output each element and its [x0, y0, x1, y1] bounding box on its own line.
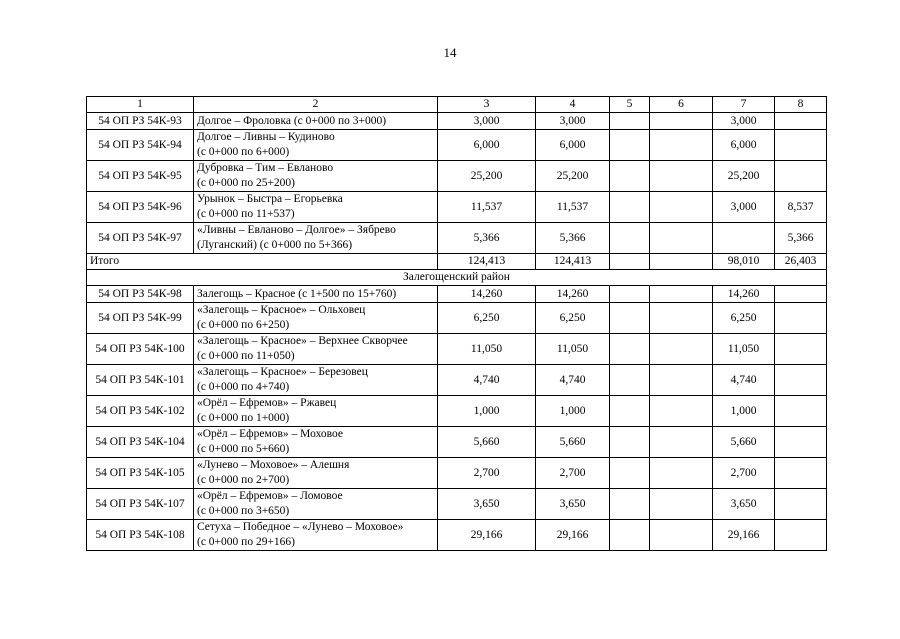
table-row — [87, 223, 827, 254]
road-name-cell — [194, 458, 438, 489]
value-cell-c4: 2,700 — [536, 458, 610, 489]
road-code-cell: 54 ОП РЗ 54К-107 — [87, 489, 194, 520]
road-name-line: (с 0+000 по 25+200) — [197, 177, 296, 189]
value-cell-c5 — [610, 286, 650, 303]
value-cell-c8 — [775, 458, 827, 489]
value-cell-c4: 11,050 — [536, 334, 610, 365]
value-cell-c5 — [610, 396, 650, 427]
road-name-cell — [194, 520, 438, 551]
road-name-line: «Орёл – Ефремов» – Ржавец — [197, 397, 337, 409]
value-cell-c8 — [775, 520, 827, 551]
value-cell-c5 — [610, 427, 650, 458]
value-cell-c5 — [610, 458, 650, 489]
table-row — [87, 113, 827, 130]
value-cell-c7: 3,650 — [713, 489, 775, 520]
road-name-line: (с 0+000 по 11+537) — [197, 208, 295, 220]
road-name-line: «Залегощь – Красное» – Верхнее Скворчее — [197, 335, 408, 347]
road-name-cell — [194, 334, 438, 365]
value-cell-c7: 2,700 — [713, 458, 775, 489]
road-name-line: «Орёл – Ефремов» – Моховое — [197, 428, 343, 440]
road-name-cell — [194, 489, 438, 520]
road-name-line: (с 0+000 по 6+250) — [197, 319, 290, 331]
value-cell-c7 — [713, 223, 775, 254]
total-label: Итого — [87, 254, 438, 270]
value-cell-c4: 6,000 — [536, 130, 610, 161]
road-code-cell: 54 ОП РЗ 54К-105 — [87, 458, 194, 489]
value-cell-c8 — [775, 396, 827, 427]
road-name-line: (с 0+000 по 11+050) — [197, 350, 295, 362]
value-cell-c3: 11,537 — [438, 192, 536, 223]
value-cell-c6 — [650, 286, 713, 303]
road-code-cell: 54 ОП РЗ 54К-101 — [87, 365, 194, 396]
total-value-c6 — [650, 254, 713, 270]
road-name-line: (с 0+000 по 3+650) — [197, 505, 290, 517]
column-number-row — [87, 97, 827, 113]
road-name-line: (с 0+000 по 1+000) — [197, 412, 290, 424]
table-row — [87, 161, 827, 192]
value-cell-c6 — [650, 427, 713, 458]
value-cell-c7: 6,000 — [713, 130, 775, 161]
value-cell-c8: 5,366 — [775, 223, 827, 254]
value-cell-c7: 14,260 — [713, 286, 775, 303]
road-name-line: (с 0+000 по 2+700) — [197, 474, 290, 486]
value-cell-c3: 6,000 — [438, 130, 536, 161]
road-code-cell: 54 ОП РЗ 54К-94 — [87, 130, 194, 161]
road-name-cell — [194, 130, 438, 161]
value-cell-c4: 29,166 — [536, 520, 610, 551]
district-row — [87, 270, 827, 286]
road-name-line: «Залегощь – Красное» – Ольховец — [197, 304, 366, 316]
road-code-cell: 54 ОП РЗ 54К-104 — [87, 427, 194, 458]
value-cell-c7: 1,000 — [713, 396, 775, 427]
road-name-cell — [194, 427, 438, 458]
value-cell-c6 — [650, 113, 713, 130]
value-cell-c5 — [610, 130, 650, 161]
road-code-cell: 54 ОП РЗ 54К-98 — [87, 286, 194, 303]
road-name-cell — [194, 396, 438, 427]
value-cell-c4: 1,000 — [536, 396, 610, 427]
value-cell-c4: 11,537 — [536, 192, 610, 223]
value-cell-c8 — [775, 130, 827, 161]
value-cell-c5 — [610, 161, 650, 192]
road-name-line: Урынок – Быстра – Егорьевка — [197, 193, 343, 205]
road-name-line: (с 0+000 по 5+660) — [197, 443, 290, 455]
value-cell-c3: 29,166 — [438, 520, 536, 551]
total-value-c8: 26,403 — [775, 254, 827, 270]
column-header: 5 — [610, 97, 650, 113]
value-cell-c5 — [610, 223, 650, 254]
value-cell-c7: 29,166 — [713, 520, 775, 551]
column-header: 7 — [713, 97, 775, 113]
road-name-cell — [194, 223, 438, 254]
value-cell-c4: 14,260 — [536, 286, 610, 303]
road-name-line: Сетуха – Победное – «Лунево – Моховое» — [197, 521, 404, 533]
value-cell-c7: 5,660 — [713, 427, 775, 458]
value-cell-c5 — [610, 489, 650, 520]
table-row — [87, 334, 827, 365]
road-name-line: Дубровка – Тим – Евланово — [197, 162, 334, 174]
road-name-cell — [194, 161, 438, 192]
road-code-cell: 54 ОП РЗ 54К-102 — [87, 396, 194, 427]
district-heading: Залегощенский район — [87, 270, 827, 286]
value-cell-c4: 3,650 — [536, 489, 610, 520]
column-header: 2 — [194, 97, 438, 113]
table-row — [87, 520, 827, 551]
road-code-cell: 54 ОП РЗ 54К-96 — [87, 192, 194, 223]
value-cell-c8 — [775, 334, 827, 365]
road-name-line: Долгое – Ливны – Кудиново — [197, 131, 335, 143]
total-value-c7: 98,010 — [713, 254, 775, 270]
table-row — [87, 303, 827, 334]
value-cell-c7: 3,000 — [713, 192, 775, 223]
road-name-line: (с 0+000 по 6+000) — [197, 146, 290, 158]
road-code-cell: 54 ОП РЗ 54К-99 — [87, 303, 194, 334]
page-number: 14 — [443, 45, 457, 60]
value-cell-c6 — [650, 130, 713, 161]
value-cell-c3: 2,700 — [438, 458, 536, 489]
value-cell-c4: 5,660 — [536, 427, 610, 458]
road-code-cell: 54 ОП РЗ 54К-93 — [87, 113, 194, 130]
column-header: 1 — [87, 97, 194, 113]
value-cell-c4: 4,740 — [536, 365, 610, 396]
table-row — [87, 365, 827, 396]
value-cell-c6 — [650, 489, 713, 520]
value-cell-c3: 14,260 — [438, 286, 536, 303]
value-cell-c4: 6,250 — [536, 303, 610, 334]
road-name-line: «Лунево – Моховое» – Алешня — [197, 459, 350, 471]
value-cell-c8 — [775, 113, 827, 130]
road-name-line: «Ливны – Евланово – Долгое» – Зябрево — [197, 224, 396, 236]
value-cell-c3: 6,250 — [438, 303, 536, 334]
road-name-cell — [194, 365, 438, 396]
column-header: 4 — [536, 97, 610, 113]
value-cell-c3: 5,660 — [438, 427, 536, 458]
value-cell-c3: 1,000 — [438, 396, 536, 427]
value-cell-c7: 3,000 — [713, 113, 775, 130]
road-table — [86, 96, 827, 551]
total-value-c5 — [610, 254, 650, 270]
value-cell-c5 — [610, 192, 650, 223]
road-name-line: (Луганский) (с 0+000 по 5+366) — [197, 239, 353, 251]
column-header: 6 — [650, 97, 713, 113]
table-row — [87, 427, 827, 458]
value-cell-c6 — [650, 223, 713, 254]
value-cell-c6 — [650, 161, 713, 192]
value-cell-c5 — [610, 113, 650, 130]
value-cell-c3: 3,000 — [438, 113, 536, 130]
value-cell-c8 — [775, 303, 827, 334]
total-value-c3: 124,413 — [438, 254, 536, 270]
value-cell-c5 — [610, 303, 650, 334]
table-row — [87, 192, 827, 223]
total-row — [87, 254, 827, 270]
road-code-cell: 54 ОП РЗ 54К-108 — [87, 520, 194, 551]
value-cell-c4: 25,200 — [536, 161, 610, 192]
value-cell-c8 — [775, 427, 827, 458]
road-name-cell — [194, 286, 438, 303]
value-cell-c4: 3,000 — [536, 113, 610, 130]
road-name-line: «Орёл – Ефремов» – Ломовое — [197, 490, 343, 502]
road-name-cell — [194, 303, 438, 334]
column-header: 3 — [438, 97, 536, 113]
table-row — [87, 489, 827, 520]
table-row — [87, 396, 827, 427]
column-header: 8 — [775, 97, 827, 113]
value-cell-c6 — [650, 520, 713, 551]
value-cell-c8 — [775, 286, 827, 303]
value-cell-c6 — [650, 458, 713, 489]
value-cell-c6 — [650, 396, 713, 427]
value-cell-c8 — [775, 489, 827, 520]
road-name-line: «Залегощь – Красное» – Березовец — [197, 366, 368, 378]
value-cell-c7: 25,200 — [713, 161, 775, 192]
value-cell-c6 — [650, 303, 713, 334]
value-cell-c5 — [610, 334, 650, 365]
road-name-line: Долгое – Фроловка (с 0+000 по 3+000) — [197, 114, 387, 127]
road-name-line: Залегощь – Красное (с 1+500 по 15+760) — [197, 287, 397, 300]
road-name-cell — [194, 113, 438, 130]
value-cell-c5 — [610, 520, 650, 551]
value-cell-c3: 11,050 — [438, 334, 536, 365]
value-cell-c6 — [650, 192, 713, 223]
value-cell-c3: 5,366 — [438, 223, 536, 254]
table-row — [87, 286, 827, 303]
value-cell-c3: 4,740 — [438, 365, 536, 396]
value-cell-c5 — [610, 365, 650, 396]
road-code-cell: 54 ОП РЗ 54К-95 — [87, 161, 194, 192]
value-cell-c6 — [650, 334, 713, 365]
total-value-c4: 124,413 — [536, 254, 610, 270]
road-name-cell — [194, 192, 438, 223]
road-code-cell: 54 ОП РЗ 54К-97 — [87, 223, 194, 254]
road-name-line: (с 0+000 по 29+166) — [197, 536, 296, 548]
table-row — [87, 130, 827, 161]
table-row — [87, 458, 827, 489]
value-cell-c8 — [775, 161, 827, 192]
road-code-cell: 54 ОП РЗ 54К-100 — [87, 334, 194, 365]
value-cell-c7: 4,740 — [713, 365, 775, 396]
value-cell-c3: 25,200 — [438, 161, 536, 192]
value-cell-c3: 3,650 — [438, 489, 536, 520]
road-name-line: (с 0+000 по 4+740) — [197, 381, 290, 393]
value-cell-c7: 11,050 — [713, 334, 775, 365]
value-cell-c7: 6,250 — [713, 303, 775, 334]
value-cell-c8: 8,537 — [775, 192, 827, 223]
value-cell-c6 — [650, 365, 713, 396]
value-cell-c8 — [775, 365, 827, 396]
value-cell-c4: 5,366 — [536, 223, 610, 254]
